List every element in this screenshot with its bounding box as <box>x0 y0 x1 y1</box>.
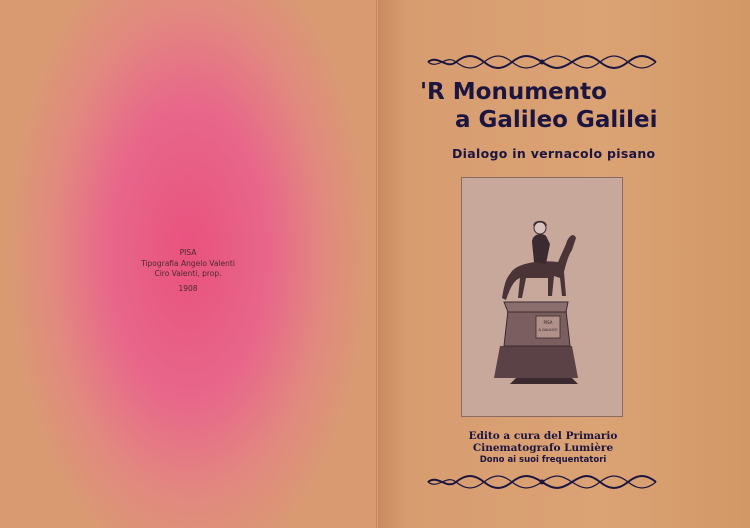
title-line-2: a Galileo Galilei <box>455 107 658 133</box>
pedestal-inscription-2: A GALILEO <box>538 328 558 332</box>
title-line-1: 'R Monumento <box>420 79 607 105</box>
imprint-proprietor: Ciro Valenti, prop. <box>154 269 222 278</box>
imprint-year: 1908 <box>178 283 198 293</box>
dedication-line: Dono ai suoi frequentatori <box>479 455 607 465</box>
top-ornament <box>424 52 660 72</box>
imprint-printer: Tipografia Angelo Valenti <box>141 258 235 268</box>
publisher-line: Edito a cura del Primario Cinematografo Lumière <box>468 430 618 454</box>
imprint-city: PISA <box>179 248 197 257</box>
monument-illustration <box>461 177 623 417</box>
printer-imprint <box>118 248 258 294</box>
pedestal-inscription-1: PISA <box>543 320 553 325</box>
bottom-ornament <box>424 472 660 492</box>
subtitle: Dialogo in vernacolo pisano <box>452 146 656 161</box>
